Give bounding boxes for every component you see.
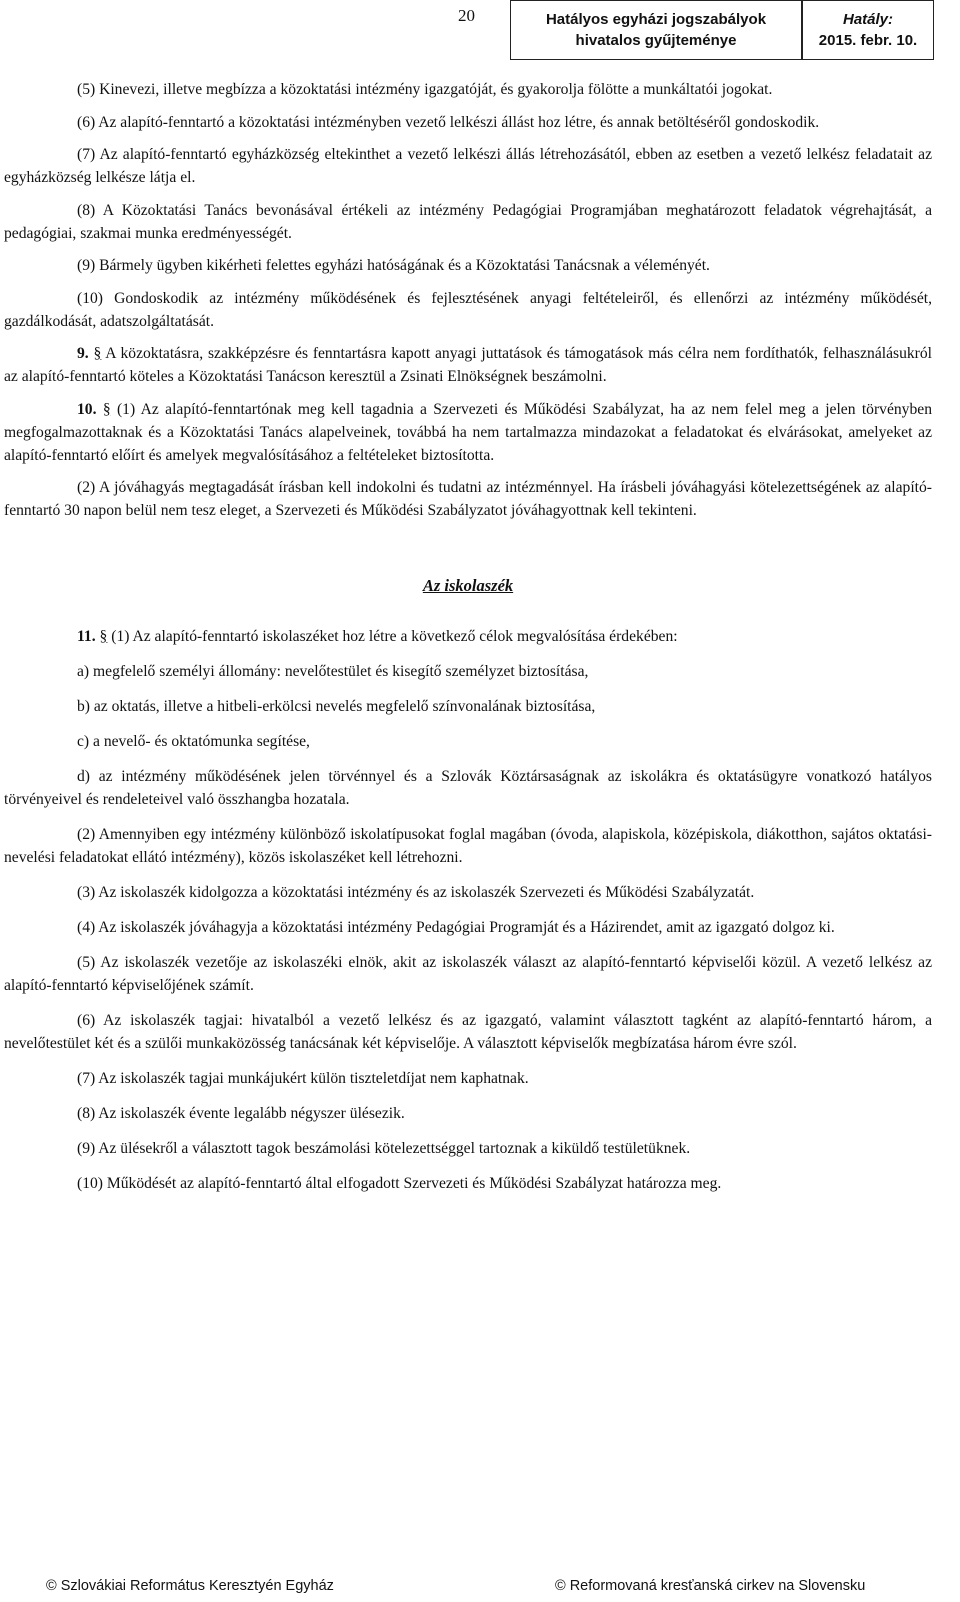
- section-symbol: §: [99, 628, 108, 645]
- page-footer: [0, 1574, 960, 1602]
- paragraph: (10) Gondoskodik az intézmény működésének és fejlesztésének anyagi feltételeiről, és ellenőrzi az intézmény működését, gazdálkodását, adatszolgáltatását.: [4, 289, 932, 330]
- document-body: [4, 78, 932, 1207]
- paragraph: (5) Kinevezi, illetve megbízza a közoktatási intézmény igazgatóját, és gyakorolja fölötte a munkáltatói jogokat.: [77, 81, 773, 98]
- paragraph: (4) Az iskolaszék jóváhagyja a közoktatási intézmény Pedagógiai Programját és a Házirendet, amit az igazgató dolgoz ki.: [77, 919, 835, 936]
- school-board-section: [4, 625, 932, 1195]
- effective-label: Hatály:: [842, 11, 894, 28]
- paragraph: (10) Működését az alapító-fenntartó által elfogadott Szervezeti és Működési Szabályzat határozza meg.: [77, 1175, 722, 1192]
- section-9: [4, 342, 932, 388]
- section-11: [4, 625, 932, 648]
- section-text: (1) Az alapító-fenntartónak meg kell tagadnia a Szervezeti és Működési Szabályzat, ha az nem felel meg a jelen törvényben megfogalmazottaknak és a Közoktatási Tanács alapelveinek, továbbá ha nem tartalmazza mindazokat a feladatokat és elvárásokat, amelyeket az alapító-fenntartó előírt és amelyek megvalósításához a feltételeket biztosította.: [4, 400, 932, 464]
- list-item: b) az oktatás, illetve a hitbeli-erkölcsi nevelés megfelelő színvonalának biztosítása,: [77, 698, 596, 715]
- section-number: 11.: [77, 628, 96, 645]
- section-symbol: §: [93, 345, 102, 362]
- section-number: 9.: [77, 345, 89, 362]
- publication-title-box: [510, 0, 802, 60]
- section-number: 10.: [77, 400, 97, 418]
- publication-title-line2: hivatalos gyűjteménye: [575, 32, 737, 49]
- list-item: d) az intézmény működésének jelen törvénnyel és a Szlovák Köztársaságnak az iskolákra és oktatásügyre vonatkozó hatályos törvényeivel és rendeleteivel való összhangba hozatala.: [4, 768, 932, 808]
- list-item: a) megfelelő személyi állomány: nevelőtestület és kisegítő személyzet biztosítása,: [77, 663, 589, 680]
- publication-title-line1: Hatályos egyházi jogszabályok: [545, 11, 767, 28]
- paragraph: (5) Az iskolaszék vezetője az iskolaszéki elnök, akit az iskolaszék választ az alapító-fenntartó képviselői közül. A vezető lelkész az alapító-fenntartó képviselőjének számít.: [4, 954, 932, 994]
- effective-date: 2015. febr. 10.: [818, 32, 918, 49]
- paragraph: (6) Az alapító-fenntartó a közoktatási intézményben vezető lelkészi állást hoz létre, és annak betöltéséről gondoskodik.: [77, 113, 820, 131]
- list-item: c) a nevelő- és oktatómunka segítése,: [77, 733, 310, 750]
- paragraph: (6) Az iskolaszék tagjai: hivatalból a vezető lelkész és az igazgató, valamint választott tagként az alapító-fenntartó három, a nevelőtestület két és a szülői munkaközösség tanácsának két képviselője. A választott képviselők megbízatása három évre szól.: [4, 1012, 932, 1052]
- section-symbol: §: [102, 400, 111, 418]
- paragraph: (9) Bármely ügyben kikérheti felettes egyházi hatóságának és a Közoktatási Tanácsnak a véleményét.: [77, 257, 710, 274]
- paragraph: (7) Az iskolaszék tagjai munkájukért külön tiszteletdíjat nem kaphatnak.: [77, 1070, 529, 1087]
- paragraph: (3) Az iskolaszék kidolgozza a közoktatási intézmény és az iskolaszék Szervezeti és Működési Szabályzatát.: [77, 884, 755, 901]
- footer-copyright-hungarian: © Szlovákiai Református Keresztyén Egyház: [46, 1578, 334, 1594]
- footer-copyright-slovak: © Reformovaná kresťanská cirkev na Slovensku: [555, 1578, 866, 1594]
- section-heading: Az iskolaszék: [422, 576, 514, 595]
- paragraph: (2) A jóváhagyás megtagadását írásban kell indokolni és tudatni az intézménnyel. Ha írásbeli jóváhagyási kötelezettségének az alapító-fenntartó 30 napon belül nem tesz eleget, a Szervezeti és Működési Szabályzatot jóváhagyottnak kell tekinteni.: [4, 479, 932, 519]
- section-text: (1) Az alapító-fenntartó iskolaszéket hoz létre a következő célok megvalósítása érdekében:: [111, 628, 678, 645]
- section-text: A közoktatásra, szakképzésre és fenntartásra kapott anyagi juttatások és támogatások más célra nem fordíthatók, felhasználásukról az alapító-fenntartó köteles a Közoktatási Tanácson keresztül a Zsinati Elnökségnek beszámolni.: [4, 345, 932, 385]
- page-number: 20: [458, 6, 475, 25]
- section-10: [4, 398, 932, 467]
- paragraph: (7) Az alapító-fenntartó egyházközség eltekinthet a vezető lelkészi állás létrehozásától, ebben az esetben a vezető lelkész feladatait az egyházközség lelkésze látja el.: [4, 146, 932, 186]
- paragraph: (8) Az iskolaszék évente legalább négyszer ülésezik.: [77, 1105, 405, 1122]
- effective-date-box: [802, 0, 934, 60]
- paragraph: (9) Az ülésekről a választott tagok beszámolási kötelezettséggel tartoznak a kiküldő testületüknek.: [77, 1140, 691, 1157]
- paragraph: (8) A Közoktatási Tanács bevonásával értékeli az intézmény Pedagógiai Programjában meghatározott feladatok végrehajtását, a pedagógiai, szakmai munka eredményességét.: [4, 201, 932, 242]
- paragraph: (2) Amennyiben egy intézmény különböző iskolatípusokat foglal magában (óvoda, alapiskola, középiskola, diákotthon, sajátos oktatási-nevelési feladatokat ellátó intézmény), közös iskolaszéket kell létrehozni.: [4, 826, 932, 866]
